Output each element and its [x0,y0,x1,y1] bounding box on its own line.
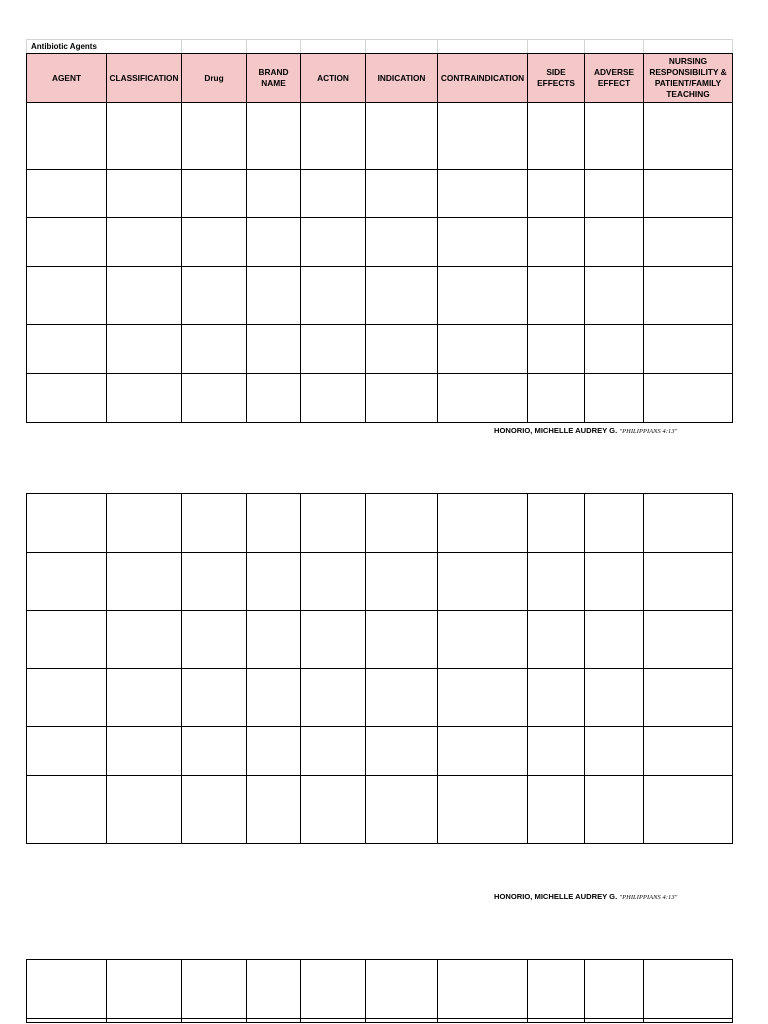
table-cell[interactable] [27,374,107,423]
table-cell[interactable] [27,776,107,844]
table-cell[interactable] [247,218,301,267]
table-cell[interactable] [27,494,107,553]
table-cell[interactable] [27,325,107,374]
table-cell[interactable] [182,325,247,374]
table-cell[interactable] [301,170,366,218]
table-cell[interactable] [107,727,182,776]
table-cell[interactable] [644,611,733,669]
table-cell[interactable] [644,325,733,374]
table-cell[interactable] [366,170,438,218]
table-cell[interactable] [301,325,366,374]
table-cell[interactable] [585,218,644,267]
table-cell[interactable] [107,170,182,218]
table-cell[interactable] [247,611,301,669]
table-cell[interactable] [247,325,301,374]
table-cell[interactable] [366,611,438,669]
table-cell[interactable] [644,267,733,325]
table-cell[interactable] [438,960,528,1019]
table-cell[interactable] [182,494,247,553]
drug-table-page-1 [26,39,733,423]
table-cell[interactable] [182,103,247,170]
sheet-title: Antibiotic Agents [27,40,182,54]
table-cell[interactable] [182,611,247,669]
table-cell[interactable] [528,727,585,776]
author-footer [494,426,677,435]
table-row [27,325,733,374]
table-cell[interactable] [438,267,528,325]
table-cell[interactable] [301,960,366,1019]
table-cell[interactable] [528,960,585,1019]
table-cell[interactable] [27,1019,107,1023]
header-adverse-effect: ADVERSE EFFECT [585,54,644,103]
table-cell[interactable] [182,669,247,727]
table-cell[interactable] [644,1019,733,1023]
table-cell[interactable] [644,170,733,218]
table-cell[interactable] [107,374,182,423]
table-cell[interactable] [438,669,528,727]
table-row [27,267,733,325]
table-cell[interactable] [182,218,247,267]
table-cell[interactable] [27,103,107,170]
author-name: HONORIO, MICHELLE AUDREY G. [494,426,618,435]
table-cell[interactable] [182,776,247,844]
table-cell[interactable] [438,170,528,218]
author-footer [494,892,677,901]
table-cell[interactable] [528,374,585,423]
table-cell[interactable] [438,218,528,267]
header-nursing-responsibility: NURSING RESPONSIBILITY & PATIENT/FAMILY TEACHING [644,54,733,103]
table-cell[interactable] [107,960,182,1019]
table-cell[interactable] [585,669,644,727]
table-cell[interactable] [438,374,528,423]
table-cell[interactable] [182,1019,247,1023]
table-cell[interactable] [366,727,438,776]
table-cell[interactable] [27,727,107,776]
table-row [27,611,733,669]
table-cell[interactable] [438,776,528,844]
table-cell[interactable] [27,669,107,727]
table-cell[interactable] [247,374,301,423]
table-cell[interactable] [301,611,366,669]
table-cell[interactable] [528,611,585,669]
table-cell[interactable] [585,960,644,1019]
table-cell[interactable] [27,960,107,1019]
table-cell[interactable] [366,494,438,553]
table-cell[interactable] [107,218,182,267]
table-cell[interactable] [528,776,585,844]
table-cell[interactable] [528,103,585,170]
table-cell[interactable] [585,494,644,553]
table-cell[interactable] [182,727,247,776]
table-cell[interactable] [585,553,644,611]
table-cell[interactable] [301,267,366,325]
table-cell[interactable] [585,611,644,669]
table-cell[interactable] [107,553,182,611]
table-cell[interactable] [366,103,438,170]
table-cell[interactable] [182,374,247,423]
table-cell[interactable] [528,267,585,325]
table-cell[interactable] [27,267,107,325]
table-row [27,218,733,267]
table-cell[interactable] [107,325,182,374]
table-cell[interactable] [247,727,301,776]
table-cell[interactable] [438,611,528,669]
table-cell[interactable] [438,727,528,776]
table-cell[interactable] [301,727,366,776]
table-cell[interactable] [366,218,438,267]
table-cell[interactable] [366,553,438,611]
table-cell[interactable] [438,1019,528,1023]
table-cell[interactable] [644,103,733,170]
table-cell[interactable] [247,669,301,727]
table-cell[interactable] [366,1019,438,1023]
table-cell[interactable] [27,218,107,267]
table-cell[interactable] [107,669,182,727]
author-motto: "PHILIPPIANS 4:13" [619,428,678,435]
table-cell[interactable] [247,267,301,325]
table-cell[interactable] [301,553,366,611]
table-cell[interactable] [585,1019,644,1023]
header-indication: INDICATION [366,54,438,103]
table-cell[interactable] [528,218,585,267]
table-cell[interactable] [585,374,644,423]
table-cell[interactable] [247,1019,301,1023]
table-row [27,1019,733,1023]
table-cell[interactable] [644,218,733,267]
table-row [27,960,733,1019]
table-cell[interactable] [366,267,438,325]
table-cell[interactable] [301,1019,366,1023]
table-cell[interactable] [247,494,301,553]
table-row [27,727,733,776]
table-cell[interactable] [366,325,438,374]
table-cell[interactable] [27,170,107,218]
table-cell[interactable] [27,553,107,611]
table-cell[interactable] [107,776,182,844]
table-row [27,494,733,553]
table-cell[interactable] [247,553,301,611]
table-row [27,374,733,423]
table-cell[interactable] [301,103,366,170]
table-cell[interactable] [528,494,585,553]
header-action: ACTION [301,54,366,103]
table-cell[interactable] [585,776,644,844]
table-cell[interactable] [182,960,247,1019]
table-cell[interactable] [585,267,644,325]
table-cell[interactable] [366,960,438,1019]
header-side-effects: SIDE EFFECTS [528,54,585,103]
table-cell[interactable] [107,103,182,170]
table-cell[interactable] [182,267,247,325]
table-cell[interactable] [585,170,644,218]
table-row [27,553,733,611]
table-cell[interactable] [528,553,585,611]
drug-table-page-3 [26,959,733,1023]
table-cell[interactable] [438,103,528,170]
table-cell[interactable] [301,218,366,267]
table-cell[interactable] [247,960,301,1019]
table-cell[interactable] [528,1019,585,1023]
table-row [27,669,733,727]
table-cell[interactable] [107,494,182,553]
sheet-title-row [27,40,733,54]
table-cell[interactable] [644,960,733,1019]
table-cell[interactable] [301,776,366,844]
table-cell[interactable] [301,494,366,553]
table-cell[interactable] [644,776,733,844]
table-cell[interactable] [528,325,585,374]
table-cell[interactable] [107,267,182,325]
drug-table-page-2 [26,493,733,844]
table-cell[interactable] [438,325,528,374]
table-cell[interactable] [247,776,301,844]
table-row [27,170,733,218]
table-cell[interactable] [585,103,644,170]
table-cell[interactable] [644,727,733,776]
header-drug: Drug [182,54,247,103]
table-cell[interactable] [528,170,585,218]
table-cell[interactable] [301,669,366,727]
header-contraindication: CONTRAINDICATION [438,54,528,103]
table-cell[interactable] [585,325,644,374]
table-cell[interactable] [366,374,438,423]
table-row [27,776,733,844]
table-cell[interactable] [301,374,366,423]
table-cell[interactable] [644,553,733,611]
header-classification: CLASSIFICATION [107,54,182,103]
author-name: HONORIO, MICHELLE AUDREY G. [494,892,618,901]
table-cell[interactable] [644,494,733,553]
table-cell[interactable] [438,494,528,553]
table-cell[interactable] [247,170,301,218]
table-cell[interactable] [585,727,644,776]
header-brand-name: BRAND NAME [247,54,301,103]
table-cell[interactable] [107,1019,182,1023]
table-cell[interactable] [644,374,733,423]
table-row [27,103,733,170]
table-cell[interactable] [182,553,247,611]
table-cell[interactable] [182,170,247,218]
header-agent: AGENT [27,54,107,103]
column-header-row [27,54,733,103]
table-cell[interactable] [438,553,528,611]
author-motto: "PHILIPPIANS 4:13" [619,894,678,901]
table-cell[interactable] [107,611,182,669]
table-cell[interactable] [27,611,107,669]
table-cell[interactable] [366,669,438,727]
table-cell[interactable] [366,776,438,844]
table-cell[interactable] [528,669,585,727]
table-cell[interactable] [644,669,733,727]
table-cell[interactable] [247,103,301,170]
